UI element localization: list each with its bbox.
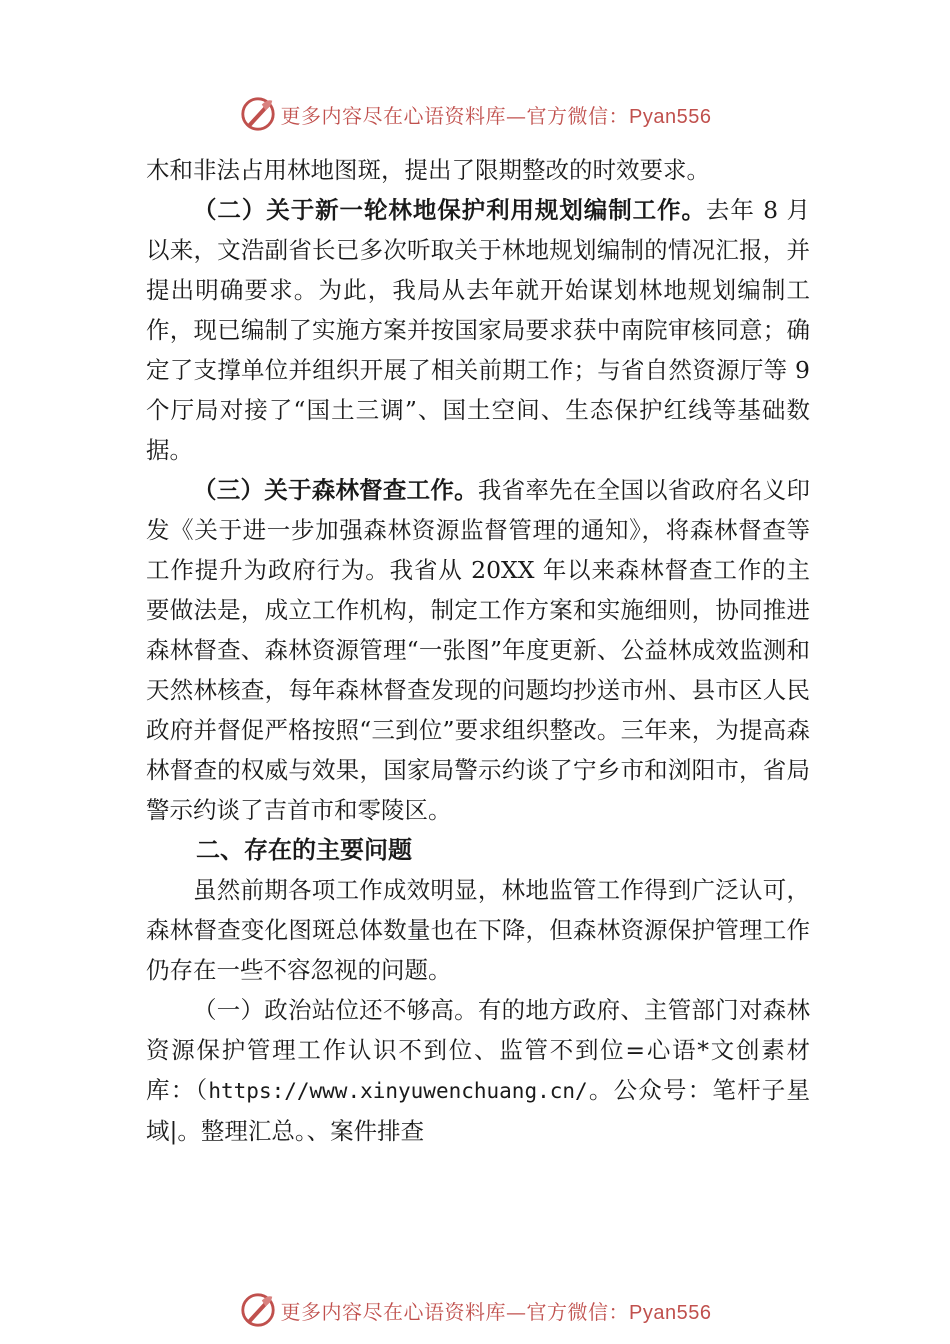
- section-title: 二、存在的主要问题: [196, 836, 412, 864]
- footer-banner: [0, 1290, 950, 1330]
- paragraph: （一）政治站位还不够高。有的地方政府、主管部门对森林资源保护管理工作认识不到位、监管不到位=心语*文创素材库：（https://www.xinyuwenchuang.cn/。公众号：笔杆子星域|。整理汇总。、案件排查: [146, 996, 811, 1145]
- source-url: https://www.xinyuwenchuang.cn/: [208, 1079, 588, 1103]
- banner-text: 更多内容尽在心语资料库—官方微信：Pyan556: [280, 103, 712, 128]
- paragraph: （二）关于新一轮林地保护利用规划编制工作。去年 8 月以来，文浩副省长已多次听取关于林地规划编制的情况汇报，并提出明确要求。为此，我局从去年就开始谋划林地规划编制工作，现已编制了实施方案并按国家局要求获中南院审核同意；确定了支撑单位并组织开展了相关前期工作；与省自然资源厅等 9 个厅局对接了“国土三调”、国土空间、生态保护红线等基础数据。: [146, 196, 810, 464]
- quill-pen-logo-icon: [239, 1291, 277, 1329]
- header-banner: [0, 94, 950, 134]
- banner-text: 更多内容尽在心语资料库—官方微信：Pyan556: [280, 1299, 712, 1324]
- wechat-id: Pyan556: [629, 1301, 712, 1324]
- document-body: [146, 150, 810, 1151]
- paragraph: 虽然前期各项工作成效明显，林地监管工作得到广泛认可，森林督查变化图斑总体数量也在下降，但森林资源保护管理工作仍存在一些不容忽视的问题。: [146, 876, 810, 984]
- subheading: （三）关于森林督查工作。: [193, 476, 478, 504]
- subheading: （二）关于新一轮林地保护利用规划编制工作。: [193, 196, 706, 224]
- paragraph: （三）关于森林督查工作。我省率先在全国以省政府名义印发《关于进一步加强森林资源监督管理的通知》，将森林督查等工作提升为政府行为。我省从 20XX 年以来森林督查工作的主要做法是，成立工作机构，制定工作方案和实施细则，协同推进森林督查、森林资源管理“一张图”年度更新、公益林成效监测和天然林核查，每年森林督查发现的问题均抄送市州、县市区人民政府并督促严格按照“三到位”要求组织整改。三年来，为提高森林督查的权威与效果，国家局警示约谈了宁乡市和浏阳市，省局警示约谈了吉首市和零陵区。: [146, 476, 811, 824]
- quill-pen-logo-icon: [239, 95, 277, 133]
- wechat-id: Pyan556: [629, 105, 712, 128]
- paragraph: 木和非法占用林地图斑，提出了限期整改的时效要求。: [146, 156, 710, 184]
